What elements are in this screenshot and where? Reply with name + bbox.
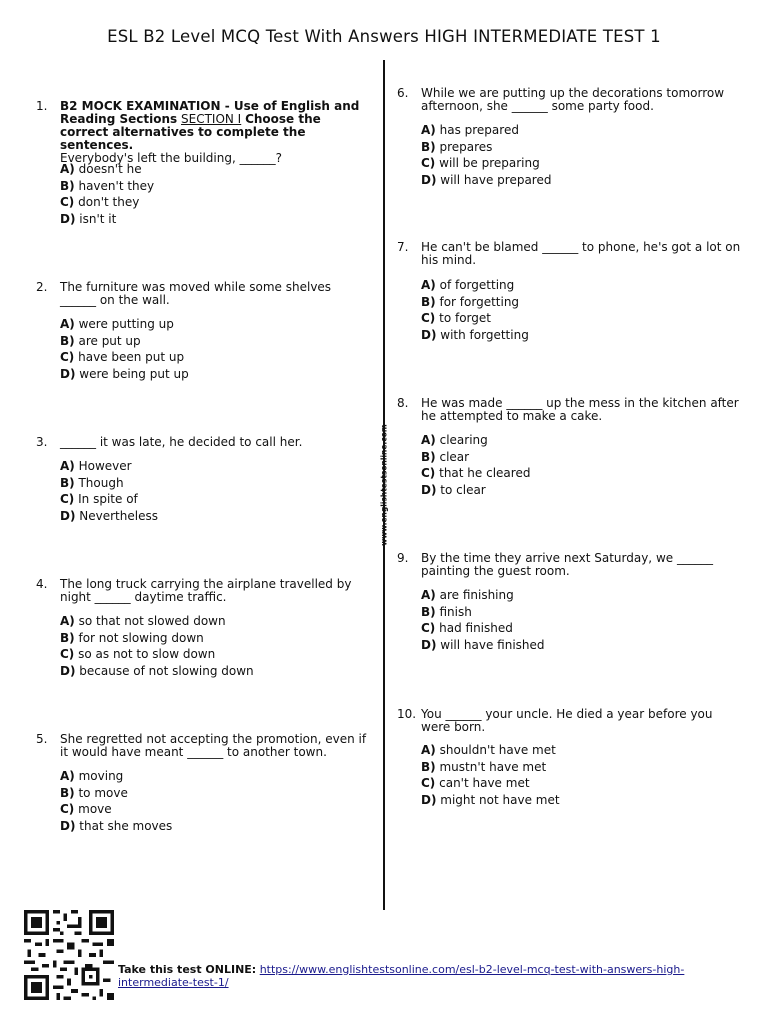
option-a[interactable]: A) of forgetting [421, 278, 515, 292]
options-list [421, 587, 545, 653]
question-text: By the time they arrive next Saturday, we ______ painting the guest room. [421, 551, 713, 578]
qr-code-icon[interactable] [24, 910, 114, 1000]
question-number: 1. [36, 99, 48, 113]
options-list [60, 613, 254, 679]
option-d[interactable]: D) that she moves [60, 818, 173, 833]
question-number: 3. [36, 435, 48, 449]
options-list [60, 161, 154, 227]
option-a[interactable]: A) clearing [421, 433, 488, 447]
options-list [60, 316, 189, 382]
option-c[interactable]: C) have been put up [60, 350, 185, 365]
options-list [60, 768, 172, 834]
question-number: 9. [397, 551, 409, 565]
footer [118, 963, 718, 989]
option-c[interactable]: C) move [60, 802, 112, 817]
question-text: ______ it was late, he decided to call her. [60, 435, 303, 449]
option-a[interactable]: A) so that not slowed down [60, 614, 226, 628]
question-text: The long truck carrying the airplane travelled by night ______ daytime traffic. [60, 577, 352, 604]
options-list [421, 742, 560, 808]
option-d[interactable]: D) will have finished [421, 637, 545, 652]
question-number: 2. [36, 280, 48, 294]
option-b[interactable]: B) for not slowing down [60, 630, 204, 645]
option-b[interactable]: B) prepares [421, 139, 493, 154]
option-c[interactable]: C) so as not to slow down [60, 647, 216, 662]
question-text: Everybody's left the building, ______? [60, 151, 282, 165]
question-number: 8. [397, 396, 409, 410]
options-list [421, 432, 530, 498]
question-number: 4. [36, 577, 48, 591]
option-b[interactable]: B) Though [60, 475, 124, 490]
option-d[interactable]: D) isn't it [60, 211, 117, 226]
question-number: 7. [397, 240, 409, 254]
instruction-text: Choose the correct alternatives to complete the sentences. [60, 112, 321, 152]
page-title: ESL B2 Level MCQ Test With Answers HIGH INTERMEDIATE TEST 1 [107, 27, 661, 46]
question-text: He was made ______ up the mess in the kitchen after he attempted to make a cake. [421, 396, 739, 423]
option-a[interactable]: A) However [60, 459, 132, 473]
option-b[interactable]: B) finish [421, 604, 472, 619]
option-b[interactable]: B) haven't they [60, 178, 155, 193]
option-c[interactable]: C) In spite of [60, 492, 138, 507]
option-b[interactable]: B) for forgetting [421, 294, 520, 309]
option-d[interactable]: D) to clear [421, 482, 486, 497]
option-d[interactable]: D) with forgetting [421, 327, 529, 342]
option-a[interactable]: A) were putting up [60, 317, 174, 331]
option-b[interactable]: B) clear [421, 449, 470, 464]
option-c[interactable]: C) had finished [421, 621, 513, 636]
section-label: SECTION I [181, 112, 242, 126]
option-c[interactable]: C) that he cleared [421, 466, 531, 481]
option-d[interactable]: D) were being put up [60, 366, 189, 381]
option-c[interactable]: C) will be preparing [421, 156, 540, 171]
question-text: She regretted not accepting the promotion, even if it would have meant ______ to another town. [60, 732, 367, 759]
option-a[interactable]: A) are finishing [421, 588, 514, 602]
option-a[interactable]: A) moving [60, 769, 124, 783]
question-text: You ______ your uncle. He died a year before you were born. [421, 707, 713, 734]
option-c[interactable]: C) don't they [60, 195, 140, 210]
option-c[interactable]: C) to forget [421, 311, 491, 326]
option-d[interactable]: D) Nevertheless [60, 508, 158, 523]
question-stem [60, 100, 370, 165]
side-url-text: www.englishtestsonline.com [379, 424, 389, 546]
option-d[interactable]: D) might not have met [421, 792, 560, 807]
option-c[interactable]: C) can't have met [421, 776, 530, 791]
footer-label: Take this test ONLINE: [118, 963, 257, 976]
question-text: While we are putting up the decorations tomorrow afternoon, she ______ some party food. [421, 86, 725, 113]
option-d[interactable]: D) because of not slowing down [60, 663, 254, 678]
option-a[interactable]: A) shouldn't have met [421, 743, 556, 757]
options-list [421, 277, 529, 343]
option-d[interactable]: D) will have prepared [421, 172, 552, 187]
option-a[interactable]: A) doesn't he [60, 162, 142, 176]
question-number: 5. [36, 732, 48, 746]
exam-heading: B2 MOCK EXAMINATION - Use of English and Reading Sections [60, 99, 360, 126]
options-list [60, 458, 158, 524]
question-text: The furniture was moved while some shelves ______ on the wall. [60, 280, 332, 307]
option-b[interactable]: B) are put up [60, 333, 141, 348]
question-number: 10. [397, 707, 417, 721]
option-b[interactable]: B) mustn't have met [421, 759, 547, 774]
test-online-link[interactable]: https://www.englishtestsonline.com/esl-b2-level-mcq-test-with-answers-high-intermediate-test-1/ [118, 963, 685, 989]
option-a[interactable]: A) has prepared [421, 123, 519, 137]
question-number: 6. [397, 86, 409, 100]
option-b[interactable]: B) to move [60, 785, 128, 800]
question-text: He can't be blamed ______ to phone, he's got a lot on his mind. [421, 240, 741, 267]
options-list [421, 122, 551, 188]
